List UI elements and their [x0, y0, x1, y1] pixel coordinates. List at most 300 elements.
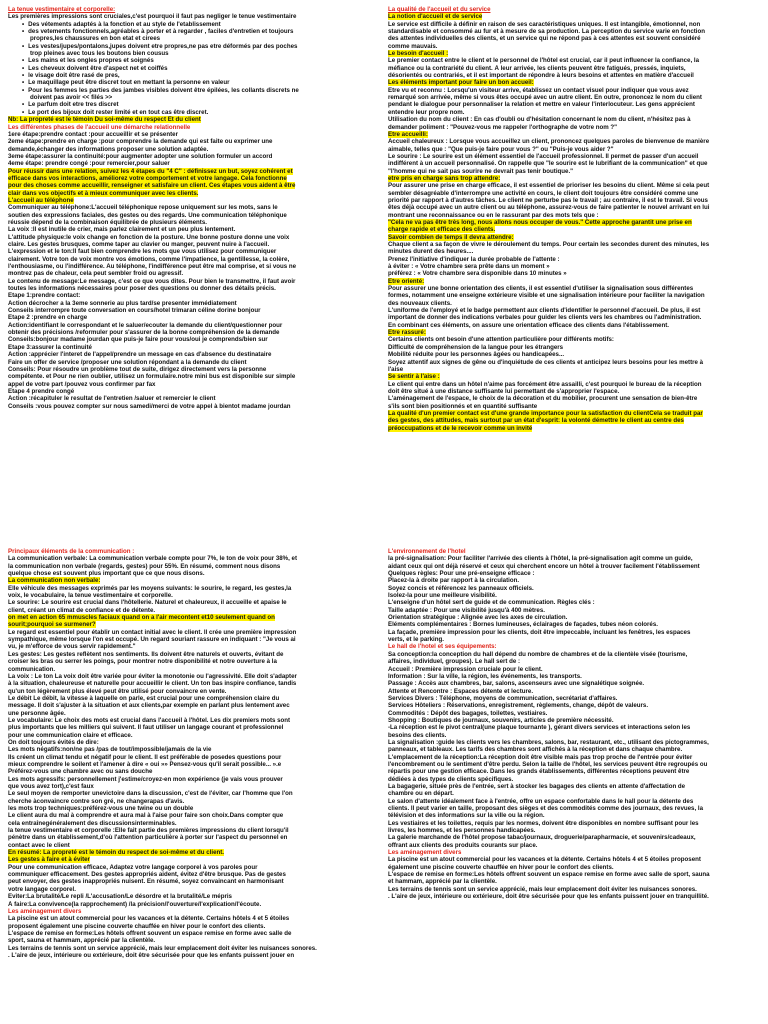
- text-line: [8, 197, 378, 204]
- text-line: [8, 820, 378, 827]
- text-line: [388, 739, 758, 746]
- text-line-content: En combinant ces éléments, on assure une orientation efficace des clients dans l'établissement.: [388, 321, 669, 329]
- text-line: [388, 783, 758, 790]
- text-line: [8, 57, 378, 64]
- text-line-content: Préférez-vous une chambre avec ou sans douche: [8, 768, 153, 776]
- text-line-content: . L'aire de jeux, intérieure ou extérieure, doit être sécurisée pour que les enfants puissent jouer en tranquillité.: [388, 893, 709, 901]
- text-line: [388, 197, 758, 204]
- text-line-content: Sa conception:la conception du hall dépend du nombre de chambres et de la clientèle visée (tourisme,: [388, 650, 688, 658]
- text-line: [8, 842, 378, 849]
- text-line-content: Mobilité réduite pour les personnes âgées ou handicapées...: [388, 351, 565, 359]
- text-line: [388, 109, 758, 116]
- text-line-content: Soyez concis et référencez les panneaux officiels.: [388, 584, 534, 592]
- text-line-content: Les terrains de tennis sont un service apprécié, mais leur emplacement doit éviter les nuisances sonores.: [8, 944, 317, 952]
- text-line: [8, 666, 378, 673]
- text-line: [388, 351, 758, 358]
- text-line-content: standardisable et consommé au fur et à mesure de sa production. La perception du service varie en fonction: [388, 28, 706, 36]
- text-line-content: Le client qui entre dans un hôtel n'aime pas forcément être assailli, c'est pourquoi le bureau de la réception: [388, 380, 702, 388]
- text-line-content: le visage doit être rasé de pres,: [28, 72, 120, 80]
- text-line-content: etre pris en charge sans trop attendre:: [388, 174, 501, 182]
- text-line: [8, 256, 378, 263]
- text-line-content: Les terrains de tennis sont un service apprécié, mais leur emplacement doit éviter les nuisances sonores.: [388, 885, 697, 893]
- text-line: [388, 388, 758, 395]
- text-line: [8, 270, 378, 277]
- text-line-content: quelque chose est souvent plus important que ce que nous disons.: [8, 570, 205, 578]
- text-line: [388, 425, 758, 432]
- text-line: [8, 168, 378, 175]
- text-line-content: formes, notamment une enseigne extérieure visible et une signalisation intérieure pour faciliter la navigation: [388, 292, 705, 300]
- text-line-content: clairement. Votre ton de voix montre vos émotions, comme l'impatience, la gentillesse, la colère,: [8, 255, 290, 263]
- text-line-content: à éviter : « Votre chambre sera prête dans un moment »: [388, 263, 550, 271]
- text-line: [388, 285, 758, 292]
- text-line: [8, 359, 378, 366]
- text-line: [8, 300, 378, 307]
- text-line: [8, 35, 378, 42]
- text-line: [8, 322, 378, 329]
- text-line-content: trop pleines avec tous les boutons bien cousus: [30, 50, 169, 58]
- text-line-content: sympathique, même lorsque l'on est occupé. Un regard souriant rassure en indiquant : "Je vous ai: [8, 636, 296, 644]
- text-line: [388, 336, 758, 343]
- text-line: [8, 754, 378, 761]
- text-line-content: montrez pas de chaleur, cela peut sembler froid ou agressif.: [8, 270, 184, 278]
- text-line-content: Pour assurer une bonne orientation des clients, il est essentiel d'utiliser la signalisation sous différentes: [388, 285, 694, 293]
- text-line-content: propres,les chaussures en bon etat et cirees: [30, 35, 161, 43]
- text-line: [388, 864, 758, 871]
- text-line: [8, 65, 378, 72]
- text-line: [388, 270, 758, 277]
- text-line: [8, 849, 378, 856]
- text-line: [388, 403, 758, 410]
- text-line-content: désorientés ou contrariés, et il est important de répondre à leurs besoins et attentes en matière d'accueil: [388, 72, 694, 80]
- text-line: [8, 234, 378, 241]
- text-line: [388, 651, 758, 658]
- text-line-content: Services Hôteliers : Réservations, enregistrement, règlements, change, dépôt de valeurs.: [388, 702, 649, 710]
- text-line: [8, 915, 378, 922]
- page-2-right-column: [388, 548, 758, 1020]
- text-line: [8, 226, 378, 233]
- text-line: [388, 381, 758, 388]
- text-line: [8, 131, 378, 138]
- text-line: [8, 827, 378, 834]
- text-line: [8, 366, 378, 373]
- text-line-content: vu, je m'efforce de vous servir rapidement.": [8, 643, 136, 651]
- text-line-content: clients. Il peut varier en taille, proposant des sièges et des commodités comme des journaux, des revues, la: [388, 805, 703, 813]
- text-line: [388, 395, 758, 402]
- text-line-content: voix, le vocabulaire, la tenue vestimentaire et corporelle.: [8, 592, 173, 600]
- text-line: [8, 893, 378, 900]
- text-line: [388, 805, 758, 812]
- text-line-content: préoccupations et de le recevoir comme un invité: [388, 424, 533, 432]
- text-line: [8, 124, 378, 131]
- text-line-content: Pour les femmes les parties des jambes visibles doivent être épilées, les collants discrets ne: [28, 86, 299, 94]
- text-line-content: pénètre dans un établissement,d'où l'attention particulière à porter sur l'aspect du personnel en: [8, 834, 288, 842]
- text-line: [8, 790, 378, 797]
- text-line-content: mieux comprendre le soilent et l'amener à dire « oui »» Pensez-vous qu'il serait possible... ».e: [8, 760, 282, 768]
- text-line: [8, 695, 378, 702]
- text-line-content: Le premier contact entre le client et le personnel de l'hôtel est crucial, car il peut influencer la confiance, la: [388, 57, 699, 65]
- text-line: [8, 621, 378, 628]
- text-line-content: Les cheveux doivent être d'aspect net et coiffés: [28, 64, 168, 72]
- text-line: [8, 344, 378, 351]
- text-line-content: La communication non verbale:: [8, 577, 101, 585]
- text-line-content: les mots trop techniques:préférez-vous une twine ou un double: [8, 805, 194, 813]
- text-line-content: Accueil chaleureux : Lorsque vous accueillez un client, prononcez quelques paroles de bienvenue de manière: [388, 138, 710, 146]
- text-line-content: clair dans vos objectifs et à mieux communiquer avec les clients.: [8, 189, 199, 197]
- text-line-content: Etape 1:prendre contact:: [8, 292, 81, 300]
- text-line: [388, 834, 758, 841]
- text-line: [388, 300, 758, 307]
- text-line-content: Se sentir à l'aise :: [388, 373, 440, 381]
- text-line-content: 4eme étape: prendre congé :pour remercier,pour saluer: [8, 160, 170, 168]
- text-line: [8, 263, 378, 270]
- text-line: [388, 842, 758, 849]
- text-line-content: Action décrocher a la 3eme sonnerie au plus tard/se presenter immédiatement: [8, 299, 237, 307]
- text-line-content: Le contenu de message:Le message, c'est ce que vous dites. Pour bien le transmettre, il faut avoir: [8, 277, 296, 285]
- text-line: [8, 329, 378, 336]
- text-line: [8, 204, 378, 211]
- text-line: [388, 13, 758, 20]
- text-line-content: L'aménagement de l'espace, le choix de la décoration et du mobilier, procurent une sensation de bien-être: [388, 395, 698, 403]
- text-line: [8, 901, 378, 908]
- text-line-content: minutes durent des heures....: [388, 248, 474, 256]
- text-line: [388, 688, 758, 695]
- text-line-content: Accueil : Première impression cruciale pour le client.: [388, 665, 543, 673]
- text-line: [388, 373, 758, 380]
- text-line: [8, 717, 378, 724]
- text-line-content: cela entraînegénéralement des discussionsinterminables.: [8, 819, 177, 827]
- text-line-content: contact avec le client: [8, 841, 70, 849]
- text-line-content: -La réception est le pivot central(une plaque tournante ), gérant divers services et interactions selon les: [388, 724, 691, 732]
- text-line-content: Les mots négatifs:non/ne pas /pas de tout/impossible/jamais de la vie: [8, 746, 212, 754]
- text-line-content: besoins des clients.: [388, 731, 447, 739]
- text-line-content: demande,échanger des informations proposer une solution adaptée.: [8, 145, 209, 153]
- text-line-content: Etre accueilli:: [388, 130, 428, 138]
- text-line: [388, 871, 758, 878]
- text-line: [8, 146, 378, 153]
- text-line-content: Les aménagement divers: [8, 907, 82, 915]
- text-line: [8, 28, 378, 35]
- text-line: [8, 285, 378, 292]
- text-line-content: Orientation stratégique : Alignée avec les axes de circulation.: [388, 614, 568, 622]
- text-line: [8, 50, 378, 57]
- text-line-content: indifférent à un accueil personnalisé. On rappelle que "le sourire est le lubrifiant de la communication" et que: [388, 160, 708, 168]
- text-line-content: Les mots agressifs: personnellement j'estime/croyez-en mon expérience (je vais vous prouver: [8, 775, 283, 783]
- text-line-content: verts, et le parking.: [388, 636, 444, 644]
- text-line-content: comme mauvais.: [388, 42, 438, 50]
- text-line: [8, 182, 378, 189]
- text-line-content: Utilisation du nom du client : En cas d'oubli ou d'hésitation concernant le nom du client, n'hésitez pas à: [388, 116, 691, 124]
- text-line: [388, 680, 758, 687]
- text-line: [388, 241, 758, 248]
- text-line-content: Le vocabulaire: Le choix des mots est crucial dans l'accueil à l'hôtel. Les dix premiers mots sont: [8, 716, 291, 724]
- text-line-content: l'enthousiasme, ou l'indifférence. Au téléphone, l'indifférence peut être mal comprise, et si vous ne: [8, 263, 297, 271]
- text-line: [388, 886, 758, 893]
- text-line-content: pour une communication claire et efficace.: [8, 731, 133, 739]
- text-line-content: priorité par rapport à d'autres tâches. Le client ne perturbe pas le travail ; au contraire, il est le travail. Si vous: [388, 196, 708, 204]
- text-line-content: En résumé: La propreté est le témoin du respect de soi-même et du client.: [8, 849, 225, 857]
- text-line: [8, 87, 378, 94]
- text-line-content: Taille adaptée : Pour une visibilité jusqu'à 400 mètres.: [388, 606, 545, 614]
- text-line: [388, 673, 758, 680]
- text-line-content: des vetements fonctionnels,agréables à porter et à regarder , faciles d'entretien et toujours: [28, 28, 294, 36]
- text-line-content: montrant une reconnaissance ou en le rassurant par des mots tels que :: [388, 211, 599, 219]
- text-line: [8, 190, 378, 197]
- text-line-content: l'aise: [388, 365, 404, 373]
- text-line: [388, 761, 758, 768]
- text-line-content: l'encombrement ou le sentiment d'être perdu. Selon la taille de l'hôtel, les services peuvent être regroupés ou: [388, 760, 708, 768]
- text-line: [8, 643, 378, 650]
- text-line-content: Savoir combien de temps il devra attendre:: [388, 233, 514, 241]
- text-line: [8, 175, 378, 182]
- text-line-content: Le seul moyen de remporter unevictoire dans la discussion, c'est de l'éviter, car l'homme que l'on: [8, 790, 293, 798]
- text-line-content: des nouveaux clients.: [388, 299, 452, 307]
- text-line-content: Conseils interrompre toute conversation en cours/hotel trimaran céline dorine bonjour: [8, 307, 261, 315]
- text-line-content: La qualité d'un premier contact est d'une grande importance pour la satisfaction du clientCela se traduit par: [388, 409, 703, 417]
- text-line-content: La notion d'accueil et de service: [388, 13, 483, 21]
- text-line: [8, 314, 378, 321]
- text-line-content: Les premières impressions sont cruciales,c'est pourquoi il faut pas negliger le tenue vestimentaire: [8, 13, 297, 21]
- text-line: [8, 292, 378, 299]
- text-line-content: Pour assurer une prise en charge efficace, il est essentiel de prioriser les besoins du client. Même si cela peut: [388, 182, 710, 190]
- text-line: [388, 695, 758, 702]
- text-line: [388, 607, 758, 614]
- text-line-content: s'ils sont bien positionnés et en quantité suffisante: [388, 402, 538, 410]
- text-line-content: êtes déjà occupé avec un autre client ou au téléphone, assurez-vous de faire patienter le nouvel arrivant en lui: [388, 204, 710, 212]
- text-line: [8, 930, 378, 937]
- text-line-content: efficace dans vos interactions, améliorez votre comportement et votre langage. Cela fonctionne: [8, 174, 287, 182]
- text-line-content: Les éléments important pour faire un bon accueil:: [388, 79, 534, 87]
- text-line: [388, 768, 758, 775]
- text-line: [388, 256, 758, 263]
- text-line: [388, 87, 758, 94]
- text-line: [8, 336, 378, 343]
- text-line-content: on met en action 65 mmuscles faciaux quand on a l'air mecontent et10 seulement quand on: [8, 614, 275, 622]
- text-line: [8, 138, 378, 145]
- text-line: [8, 548, 378, 555]
- text-line: [388, 28, 758, 35]
- text-line-content: Le maquillage peut être discret tout en mettant la personne en valeur: [28, 79, 230, 87]
- text-line: [8, 241, 378, 248]
- text-line: [388, 599, 758, 606]
- text-line-content: méfiance ou la contrariété du client. À leur arrivée, les clients peuvent être fatigués, pressés, inquiets,: [388, 64, 686, 72]
- text-line-content: claire. Les gestes brusques, comme taper au clavier ou manger, peuvent nuire à l'accueil.: [8, 241, 270, 248]
- text-line: [388, 175, 758, 182]
- text-line-content: Certains clients ont besoin d'une attention particulière pour différents motifs:: [388, 336, 614, 344]
- text-line: [388, 263, 758, 270]
- text-line-content: proposent également une piscine couverte chauffée en hiver pour le confort des clients.: [8, 922, 266, 930]
- text-line-content: Action:identifiant le correspondant et le saluer/ecouter la demande du client/questionner pour: [8, 321, 283, 329]
- text-line: [8, 395, 378, 402]
- text-line-content: L'environnement de l'hotel: [388, 548, 466, 555]
- text-line: [8, 555, 378, 562]
- text-line: [388, 138, 758, 145]
- text-line: [8, 688, 378, 695]
- text-line: [388, 65, 758, 72]
- text-line: [8, 79, 378, 86]
- text-line-content: Le parfum doit etre tres discret: [28, 101, 119, 109]
- text-line-content: 2eme étape:prendre en charge :pour comprendre la demande qui est faite ou exprimer une: [8, 138, 273, 146]
- text-line-content: Shopping : Boutiques de journaux, souvenirs, articles de première nécessité.: [388, 716, 614, 724]
- text-line: [388, 160, 758, 167]
- page-1-left-column: [8, 6, 378, 498]
- text-line: [388, 702, 758, 709]
- text-line-content: Les gestes: Les gestes reflètent nos sentiments. Ils doivent être naturels et ouverts, évitant de: [8, 650, 284, 658]
- text-line: [8, 834, 378, 841]
- text-line-content: Chaque client a sa façon de vivre le déroulement du temps. Pour certain les secondes durent des minutes, les: [388, 241, 710, 248]
- text-line-content: soutien des expressions faciales, des gestes ou des regards. Une communication téléphonique: [8, 211, 287, 219]
- text-line-content: plus importants que les milliers qui suivent. Il faut utiliser un langage courant et professionnel: [8, 724, 284, 732]
- text-line-content: pendant le dialogue pour personnaliser la relation et mettre en valeur l'interlocuteur. Les gens apprécient: [388, 101, 695, 109]
- text-line: [388, 614, 758, 621]
- document-page-1: [8, 6, 760, 498]
- text-line: [388, 168, 758, 175]
- text-line: [8, 651, 378, 658]
- text-line: [388, 57, 758, 64]
- text-line: [388, 94, 758, 101]
- text-line-content: Attente et Rencontre : Espaces détente et lecture.: [388, 687, 534, 695]
- text-line: [8, 577, 378, 584]
- text-line-content: Le regard est essentiel pour établir un contact initial avec le client. Il crée une première impression: [8, 628, 297, 636]
- text-line: [388, 146, 758, 153]
- text-line: [388, 234, 758, 241]
- text-line: [8, 160, 378, 167]
- text-line-content: Etre orienté:: [388, 277, 425, 285]
- text-line-content: entendre leur propre nom.: [388, 108, 465, 116]
- text-line-content: Les vestiaires et les toilettes, requis par les normes, doivent être disponibles en nombre suffisant pour les: [388, 819, 699, 827]
- text-line-content: La piscine est un atout commercial pour les vacances et la détente. Certains hôtels 4 et 5 étoiles: [8, 915, 290, 923]
- text-line: [388, 79, 758, 86]
- text-line-content: Faire un offer de service /proposer une solution répondant a la demande du client: [8, 358, 247, 366]
- text-line: [388, 577, 758, 584]
- text-line: [8, 94, 378, 101]
- text-line: [388, 790, 758, 797]
- text-line-content: L'accueil au téléphone: [8, 196, 74, 204]
- text-line: [388, 219, 758, 226]
- text-line-content: Passage : Accès aux chambres, bar, salons, ascenseurs avec une signalétique soignée.: [388, 680, 645, 688]
- text-line: [388, 570, 758, 577]
- text-line: [8, 563, 378, 570]
- text-line: [8, 636, 378, 643]
- text-line: [388, 329, 758, 336]
- text-line-content: . L'aire de jeux, intérieure ou extérieure, doit être sécurisée pour que les enfants puissent jouer en: [8, 951, 295, 959]
- text-line-content: L'expression et le ton:Il faut bien comprendre les mots que vous utilisez pour communiquer: [8, 248, 277, 256]
- text-line: [8, 798, 378, 805]
- text-line-content: Les différentes phases de l'accueil une démarche relationnelle: [8, 123, 191, 131]
- text-line-content: une personne âgée.: [8, 709, 66, 717]
- text-line: [388, 548, 758, 555]
- text-line: [8, 710, 378, 717]
- text-line-content: des attentes individuelles des clients, et un service qui ne répond pas à ces attentes est souvent considéré: [388, 35, 701, 43]
- text-line-content: Elle véhicule des messages exprimés par les moyens suivants: le sourire, le regard, les gestes,la: [8, 584, 292, 592]
- text-line: [388, 746, 758, 753]
- text-line: [8, 908, 378, 915]
- text-line-content: Pour une communication efficace, Adaptez votre langage corporel à vos paroles pour: [8, 863, 258, 871]
- text-line: [388, 124, 758, 131]
- text-line-content: L'enseigne d'un hôtel sert de guide et de communication. Règles clés :: [388, 599, 595, 607]
- text-line-content: La galerie marchande de l'hôtel propose tabac/journaux, droguerie/parapharmacie, et souvenirs/cadeaux,: [388, 834, 696, 842]
- text-line-content: Communiquer au téléphone:L'accueil téléphonique repose uniquement sur les mots, sans le: [8, 204, 278, 212]
- text-line-content: Le salon d'attente idéalement face à l'entrée, offre un espace confortable dans le hall pour la détente des: [388, 797, 694, 805]
- text-line-content: La tenue vestimentaire et corporelle:: [8, 6, 116, 13]
- text-line: [388, 292, 758, 299]
- text-line: [8, 153, 378, 160]
- text-line: [8, 219, 378, 226]
- text-line: [8, 923, 378, 930]
- text-line: [8, 805, 378, 812]
- text-line: [388, 344, 758, 351]
- text-line-content: Difficulté de compréhension de la langue pour les étrangers: [388, 343, 564, 351]
- text-line: [388, 710, 758, 717]
- text-line-content: important de donner des indications verbales pour guider les clients vers les chambres ou l'administration.: [388, 314, 702, 322]
- text-line: [388, 72, 758, 79]
- text-line: [388, 6, 758, 13]
- text-line: [8, 592, 378, 599]
- text-line-content: La communication verbale: La communication verbale compte pour 7%, le ton de voix pour 38%, et: [8, 555, 298, 563]
- text-line: [8, 673, 378, 680]
- text-line-content: doit être situé à une distance suffisante lui permettant de s'approprier l'espace.: [388, 387, 620, 395]
- text-line-content: Action :récapituler le resultat de l'entretien /saluer et remercier le client: [8, 395, 216, 403]
- text-line: [8, 812, 378, 819]
- text-line: [8, 746, 378, 753]
- text-line-content: toutes les informations nécessaires pour poser des questions ou donner des détails précis.: [8, 285, 276, 293]
- text-line: [8, 388, 378, 395]
- text-line-content: Le débit Le débit, la vitesse à laquelle on parle, est crucial pour une compréhension claire du: [8, 694, 280, 702]
- text-line: [8, 658, 378, 665]
- text-line-content: Etre rassuré:: [388, 329, 426, 337]
- text-line: [8, 13, 378, 20]
- document-page-2: [8, 548, 760, 1020]
- text-line-content: cherche àconvaincre contre son gré, ne changerapas d'avis.: [8, 797, 185, 805]
- text-line-content: À faire:La convivence(la rapprochement) /la précision/l'ouverture/l'explication/l'écoute.: [8, 900, 262, 908]
- text-line-content: Le hall de l'hotel et ses équipements:: [388, 643, 497, 651]
- text-line: [388, 101, 758, 108]
- text-line-content: Les aménagement divers: [388, 849, 462, 857]
- text-line: [388, 50, 758, 57]
- text-line-content: Ils créent un climat tendu et négatif pour le client. Il est préférable de posedes questions pour: [8, 753, 282, 761]
- text-line-content: Les gestes à faire et à éviter: [8, 856, 90, 864]
- text-line: [8, 116, 378, 123]
- text-line-content: L'uniforme de l'employé et le badge permettent aux clients d'identifier le personnel d'accueil. De plus, il est: [388, 307, 701, 315]
- text-line-content: communiquer efficacement. Des gestes appropriés aident, évitez d'être brusque. Pas de gestes: [8, 871, 286, 879]
- text-line-content: panneaux, et tableaux. Les tarifs des chambres sont affichés à la réception et dans chaque chambre.: [388, 746, 683, 754]
- text-line-content: Commodités : Dépôt des bagages, toilettes, vestiaires.: [388, 709, 548, 717]
- text-line-content: offrant aux clients des produits courants sur place.: [388, 841, 538, 849]
- text-line-content: chambre ou en départ.: [388, 790, 454, 798]
- text-line-content: La bagagerie, située près de l'entrée, sert à stocker les bagages des clients en attente d'affectation de: [388, 783, 686, 790]
- text-line: [388, 314, 758, 321]
- text-line-content: croiser les bras ou serrer les poings, pour montrer notre disponibilité et notre ouverture à la: [8, 658, 277, 666]
- text-line: [388, 182, 758, 189]
- text-line-content: obtenir des précisions /reformuler pour s'assurer de la bonne compréhension de la demande: [8, 329, 280, 337]
- text-line: [388, 226, 758, 233]
- text-line-content: sembler désagréable d'interrompre une activité en cours, le client doit toujours être considéré comme une: [388, 189, 699, 197]
- text-line-content: Conseils:bonjour madame jourdan que puis-je faire pour vous/oui je comprends/bien sur: [8, 336, 268, 344]
- text-line: [388, 643, 758, 650]
- text-line: [388, 190, 758, 197]
- text-line: [8, 878, 378, 885]
- text-line: [8, 768, 378, 775]
- text-line: [8, 952, 378, 959]
- text-line: [388, 417, 758, 424]
- text-line-content: Isolez-la pour une meilleure visibilité.: [388, 592, 497, 600]
- text-line: [388, 666, 758, 673]
- text-line-content: réussie dépend de la combinaison équilibrée de plusieurs éléments.: [8, 218, 207, 226]
- text-line: [8, 403, 378, 410]
- text-line-content: On doit toujours évités de dire:: [8, 738, 99, 746]
- text-line: [8, 6, 378, 13]
- text-line-content: demander poliment : "Pouvez-vous me rappeler l'orthographe de votre nom ?": [388, 123, 618, 131]
- text-line-content: dédiées à des types de clients spécifiques.: [388, 775, 514, 783]
